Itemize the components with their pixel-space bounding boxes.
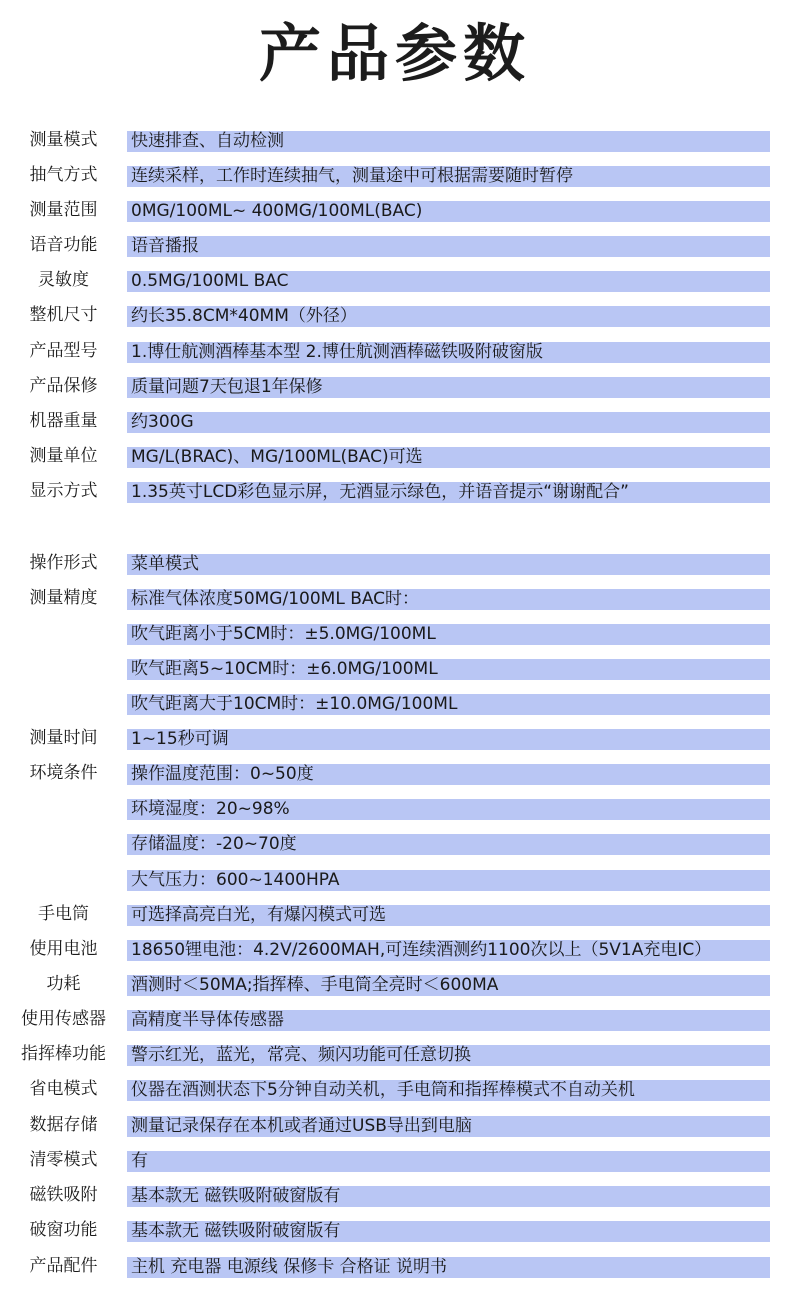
spec-label bbox=[0, 686, 127, 721]
spec-value: 语音播报 bbox=[127, 236, 770, 257]
spec-value: 吹气距离5~10CM时：±6.0MG/100ML bbox=[127, 659, 770, 680]
spec-value: 基本款无 磁铁吸附破窗版有 bbox=[127, 1221, 770, 1242]
spec-label: 产品配件 bbox=[29, 1256, 98, 1276]
spec-row bbox=[0, 932, 790, 967]
spec-label: 语音功能 bbox=[29, 235, 98, 255]
spec-label: 测量精度 bbox=[29, 588, 98, 608]
spec-value: 存储温度：-20~70度 bbox=[127, 834, 770, 855]
spec-value: 吹气距离大于10CM时：±10.0MG/100ML bbox=[127, 694, 770, 715]
spec-row bbox=[0, 1213, 790, 1248]
spec-value: 18650锂电池：4.2V/2600MAH,可连续酒测约1100次以上（5V1A充电IC） bbox=[127, 940, 770, 961]
spec-label: 省电模式 bbox=[29, 1079, 98, 1099]
spec-row bbox=[0, 1108, 790, 1143]
spec-label: 显示方式 bbox=[29, 481, 98, 501]
spec-label: 操作形式 bbox=[29, 553, 98, 573]
spec-row bbox=[0, 369, 790, 404]
spec-row bbox=[0, 1037, 790, 1072]
spec-label: 清零模式 bbox=[29, 1150, 98, 1170]
spec-row bbox=[0, 1178, 790, 1213]
spec-value: 酒测时＜50MA;指挥棒、手电筒全亮时＜600MA bbox=[127, 975, 770, 996]
spec-label: 功耗 bbox=[46, 974, 81, 994]
spec-value: 菜单模式 bbox=[127, 554, 770, 575]
spec-value: 操作温度范围：0~50度 bbox=[127, 764, 770, 785]
spec-value: 0.5MG/100ML BAC bbox=[127, 271, 770, 292]
spec-row bbox=[0, 228, 790, 263]
spec-label: 机器重量 bbox=[29, 411, 98, 431]
spec-row bbox=[0, 651, 790, 686]
spec-value: 可选择高亮白光，有爆闪模式可选 bbox=[127, 905, 770, 926]
spec-row bbox=[0, 123, 790, 158]
spec-value: 1.35英寸LCD彩色显示屏，无酒显示绿色，并语音提示“谢谢配合” bbox=[127, 482, 770, 503]
spec-label: 手电筒 bbox=[38, 904, 89, 924]
spec-row bbox=[0, 546, 790, 581]
spec-label: 指挥棒功能 bbox=[21, 1044, 106, 1064]
spec-value: 基本款无 磁铁吸附破窗版有 bbox=[127, 1186, 770, 1207]
spec-label: 环境条件 bbox=[29, 763, 98, 783]
spec-label: 产品保修 bbox=[29, 376, 98, 396]
spec-label: 使用电池 bbox=[29, 939, 98, 959]
spec-label bbox=[0, 862, 127, 897]
spec-value: MG/L(BRAC)、MG/100ML(BAC)可选 bbox=[127, 447, 770, 468]
spec-row bbox=[0, 616, 790, 651]
spec-row bbox=[0, 581, 790, 616]
spec-row bbox=[0, 1072, 790, 1107]
spec-row bbox=[0, 1143, 790, 1178]
spec-value: 标准气体浓度50MG/100ML BAC时： bbox=[127, 589, 770, 610]
spec-row bbox=[0, 439, 790, 474]
spec-row bbox=[0, 1002, 790, 1037]
spec-label: 测量模式 bbox=[29, 130, 98, 150]
spec-value: 1~15秒可调 bbox=[127, 729, 770, 750]
spec-row bbox=[0, 404, 790, 439]
spec-value: 连续采样，工作时连续抽气，测量途中可根据需要随时暂停 bbox=[127, 166, 770, 187]
spec-row bbox=[0, 756, 790, 791]
spec-value: 警示红光，蓝光，常亮、频闪功能可任意切换 bbox=[127, 1045, 770, 1066]
spec-label bbox=[0, 651, 127, 686]
spec-row bbox=[0, 826, 790, 861]
spec-label: 抽气方式 bbox=[29, 165, 98, 185]
spec-row bbox=[0, 474, 790, 509]
spec-row bbox=[0, 334, 790, 369]
spec-value: 环境湿度：20~98% bbox=[127, 799, 770, 820]
spec-label: 产品型号 bbox=[29, 341, 98, 361]
spec-label: 测量范围 bbox=[29, 200, 98, 220]
spec-label bbox=[0, 791, 127, 826]
spec-row bbox=[0, 967, 790, 1002]
spec-value: 测量记录保存在本机或者通过USB导出到电脑 bbox=[127, 1116, 770, 1137]
spec-row bbox=[0, 158, 790, 193]
spec-value: 主机 充电器 电源线 保修卡 合格证 说明书 bbox=[127, 1257, 770, 1278]
spec-row bbox=[0, 193, 790, 228]
spec-value: 约300G bbox=[127, 412, 770, 433]
spec-row bbox=[0, 721, 790, 756]
spec-value: 1.博仕航测酒棒基本型 2.博仕航测酒棒磁铁吸附破窗版 bbox=[127, 342, 770, 363]
spec-row bbox=[0, 686, 790, 721]
spec-value: 快速排查、自动检测 bbox=[127, 131, 770, 152]
spec-value: 质量问题7天包退1年保修 bbox=[127, 377, 770, 398]
spec-label: 整机尺寸 bbox=[29, 305, 98, 325]
spec-row bbox=[0, 791, 790, 826]
spec-row bbox=[0, 897, 790, 932]
spec-value: 大气压力：600~1400HPA bbox=[127, 870, 770, 891]
spec-label: 测量时间 bbox=[29, 728, 98, 748]
spec-label bbox=[0, 616, 127, 651]
spec-label: 灵敏度 bbox=[38, 270, 89, 290]
spec-row bbox=[0, 1249, 790, 1284]
spec-value: 高精度半导体传感器 bbox=[127, 1010, 770, 1031]
spec-label bbox=[0, 826, 127, 861]
spec-row bbox=[0, 298, 790, 333]
page-title: 产品参数 bbox=[258, 17, 531, 90]
spec-value: 吹气距离小于5CM时：±5.0MG/100ML bbox=[127, 624, 770, 645]
spec-row bbox=[0, 263, 790, 298]
spec-value: 约长35.8CM*40MM（外径） bbox=[127, 306, 770, 327]
spec-label: 使用传感器 bbox=[21, 1009, 106, 1029]
spec-label: 测量单位 bbox=[29, 446, 98, 466]
spec-value: 有 bbox=[127, 1151, 770, 1172]
spec-label: 破窗功能 bbox=[29, 1220, 98, 1240]
spec-label: 磁铁吸附 bbox=[29, 1185, 98, 1205]
spec-value: 0MG/100ML~ 400MG/100ML(BAC) bbox=[127, 201, 770, 222]
spec-value: 仪器在酒测状态下5分钟自动关机，手电筒和指挥棒模式不自动关机 bbox=[127, 1080, 770, 1101]
spec-row bbox=[0, 862, 790, 897]
spec-label: 数据存储 bbox=[29, 1115, 98, 1135]
